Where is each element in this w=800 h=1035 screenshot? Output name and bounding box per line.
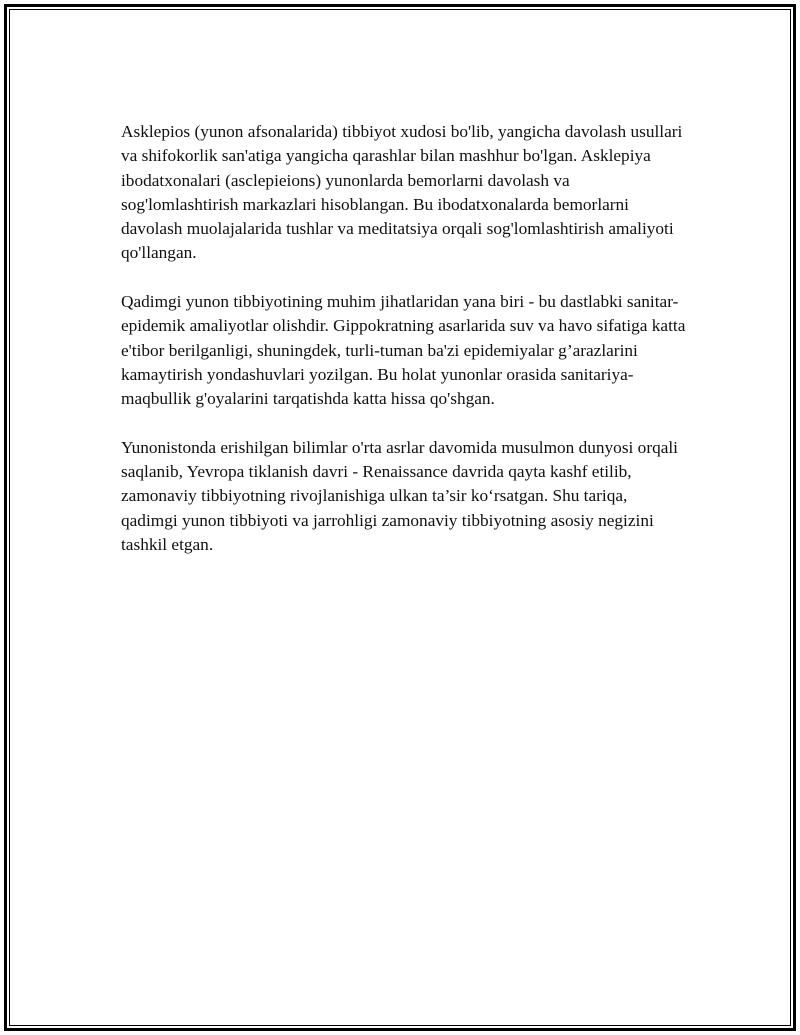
paragraph-sanitary-practices: Qadimgi yunon tibbiyotining muhim jihatlaridan yana biri - bu dastlabki sanitar-epidemik amaliyotlar olishdir. Gippokratning asarlarida suv va havo sifatiga katta e'tibor berilganligi, shuningdek, turli-tuman ba'zi epidemiyalar g’arazlarini kamaytirish yondashuvlari yozilgan. Bu holat yunonlar orasida sanitariya-maqbullik g'oyalarini tarqatishda katta hissa qo'shgan. — [121, 292, 686, 409]
page-border — [4, 4, 796, 1031]
document-body — [121, 120, 687, 582]
paragraph-asklepios: Asklepios (yunon afsonalarida) tibbiyot xudosi bo'lib, yangicha davolash usullari va shifokorlik san'atiga yangicha qarashlar bilan mashhur bo'lgan. Asklepiya ibodatxonalari (asclepieions) yunonlarda bemorlarni davolash va sog'lomlashtirish markazlari hisoblangan. Bu ibodatxonalarda bemorlarni davolash muolajalarida tushlar va meditatsiya orqali sog'lomlashtirish amaliyoti qo'llangan. — [121, 122, 683, 263]
paragraph-legacy: Yunonistonda erishilgan bilimlar o'rta asrlar davomida musulmon dunyosi orqali saqlanib, Yevropa tiklanish davri - Renaissance davrida qayta kashf etilib, zamonaviy tibbiyotning rivojlanishiga ulkan ta’sir ko‘rsatgan. Shu tariqa, qadimgi yunon tibbiyoti va jarrohligi zamonaviy tibbiyotning asosiy negizini tashkil etgan. — [121, 437, 678, 555]
